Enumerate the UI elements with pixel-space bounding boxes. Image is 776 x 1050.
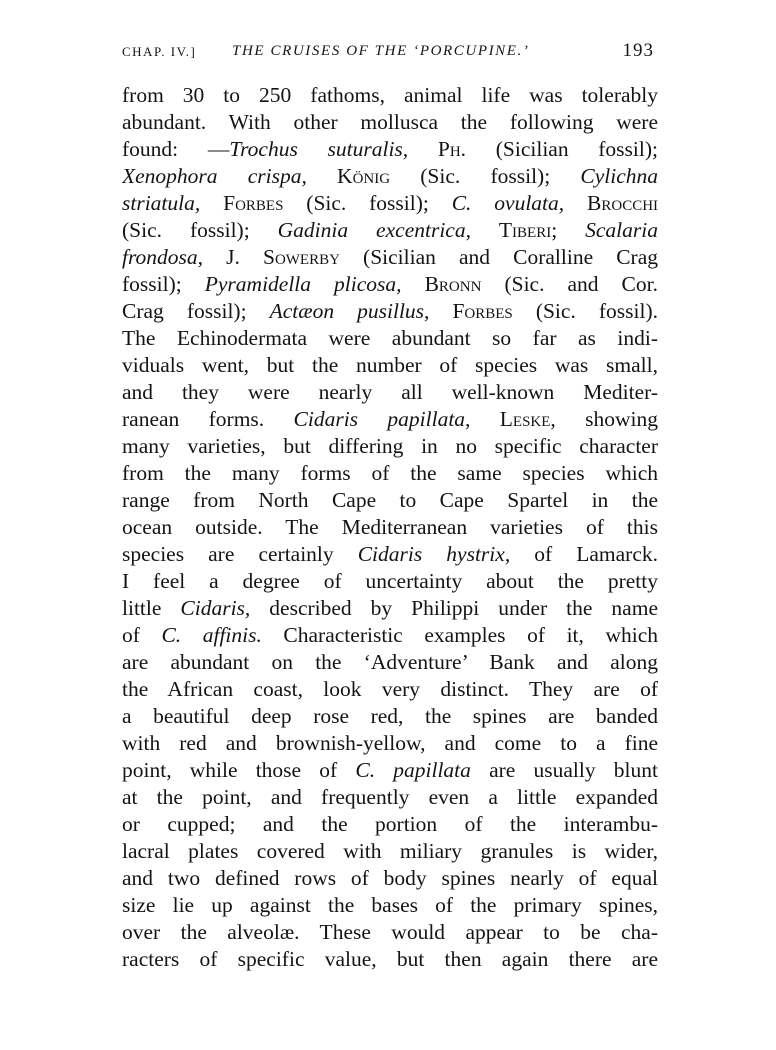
page-number: 193 — [622, 40, 654, 61]
text-segment: from the many forms of the same species which — [122, 461, 658, 485]
text-segment: (Sic. fossil); — [283, 191, 452, 215]
small-caps-text: Forbes — [452, 299, 513, 323]
small-caps-text: Leske — [499, 407, 551, 431]
italic-text: Cidaris papillata, — [293, 407, 471, 431]
text-segment: and they were nearly all well-known Mediter- — [122, 380, 658, 404]
text-line — [122, 379, 658, 406]
italic-text: C. affinis. — [161, 623, 262, 647]
text-line — [122, 460, 658, 487]
italic-text: Cidaris, — [180, 596, 251, 620]
italic-text: striatula, — [122, 191, 201, 215]
text-line — [122, 514, 658, 541]
italic-text: C. papillata — [355, 758, 471, 782]
text-segment: lacral plates covered with miliary granules is wider, — [122, 839, 658, 863]
text-segment: (Sic. fossil). — [512, 299, 658, 323]
running-title: THE CRUISES OF THE ‘PORCUPINE.’ — [232, 43, 530, 59]
text-line — [122, 892, 658, 919]
text-line — [122, 946, 658, 973]
text-line — [122, 622, 658, 649]
text-segment: viduals went, but the number of species was small, — [122, 353, 658, 377]
text-segment: ocean outside. The Mediterranean varieties of this — [122, 515, 658, 539]
text-segment — [307, 164, 337, 188]
text-segment: I feel a degree of uncertainty about the pretty — [122, 569, 658, 593]
text-line — [122, 487, 658, 514]
small-caps-text: Forbes — [223, 191, 284, 215]
text-segment: described by Philippi under the name — [250, 596, 658, 620]
text-line — [122, 298, 658, 325]
text-line — [122, 433, 658, 460]
text-line — [122, 568, 658, 595]
text-segment: of Lamarck. — [510, 542, 658, 566]
italic-text: Gadinia excentrica, — [277, 218, 471, 242]
text-segment: ranean forms. — [122, 407, 294, 431]
text-segment — [471, 218, 499, 242]
text-segment — [200, 191, 223, 215]
text-segment: The Echinodermata were abundant so far as indi- — [122, 326, 658, 350]
text-segment: abundant. With other mollusca the following were — [122, 110, 658, 134]
text-segment: found: — — [122, 137, 230, 161]
italic-text: Scalaria — [585, 218, 658, 242]
text-segment: of — [122, 623, 162, 647]
text-segment: Crag fossil); — [122, 299, 270, 323]
chapter-label: CHAP. IV.] — [122, 44, 197, 59]
text-segment: or cupped; and the portion of the interambu- — [122, 812, 658, 836]
text-segment: are usually blunt — [470, 758, 658, 782]
text-line — [122, 811, 658, 838]
text-line — [122, 919, 658, 946]
text-segment: size lie up against the bases of the primary spines, — [122, 893, 658, 917]
text-line — [122, 757, 658, 784]
text-segment: (Sicilian and Coralline Crag — [339, 245, 658, 269]
text-line — [122, 406, 658, 433]
italic-text: frondosa, — [122, 245, 204, 269]
text-segment — [408, 137, 438, 161]
text-line — [122, 541, 658, 568]
text-line — [122, 244, 658, 271]
text-line — [122, 217, 658, 244]
text-line — [122, 352, 658, 379]
text-line — [122, 109, 658, 136]
text-segment: , showing — [550, 407, 658, 431]
italic-text: Cylichna — [580, 164, 658, 188]
text-segment: are abundant on the ‘Adventure’ Bank and along — [122, 650, 658, 674]
text-segment: range from North Cape to Cape Spartel in the — [122, 488, 658, 512]
text-segment: (Sicilian fossil); — [466, 137, 658, 161]
text-segment: ; — [551, 218, 586, 242]
text-segment: over the alveolæ. These would appear to be cha- — [122, 920, 658, 944]
text-line — [122, 730, 658, 757]
text-line — [122, 865, 658, 892]
text-segment: Characteristic examples of it, which — [261, 623, 658, 647]
italic-text: Actæon pusillus, — [269, 299, 430, 323]
text-segment: the African coast, look very distinct. They are of — [122, 677, 658, 701]
text-line — [122, 595, 658, 622]
italic-text: Cidaris hystrix, — [357, 542, 511, 566]
text-segment — [402, 272, 425, 296]
text-segment: a beautiful deep rose red, the spines are banded — [122, 704, 658, 728]
text-segment: (Sic. and Cor. — [481, 272, 658, 296]
text-segment: with red and brownish-yellow, and come to a fine — [122, 731, 658, 755]
text-line — [122, 82, 658, 109]
text-segment: (Sic. fossil); — [122, 218, 278, 242]
text-segment: fossil); — [122, 272, 205, 296]
text-segment: at the point, and frequently even a little expanded — [122, 785, 658, 809]
text-segment: (Sic. fossil); — [390, 164, 581, 188]
text-segment: little — [122, 596, 181, 620]
small-caps-text: König — [337, 164, 391, 188]
text-line — [122, 325, 658, 352]
text-line — [122, 136, 658, 163]
text-segment — [429, 299, 452, 323]
body-text — [122, 82, 658, 973]
text-line — [122, 649, 658, 676]
italic-text: Pyramidella plicosa, — [204, 272, 402, 296]
text-segment — [564, 191, 587, 215]
small-caps-text: Sowerby — [262, 245, 340, 269]
text-line — [122, 838, 658, 865]
text-segment: many varieties, but differing in no specific character — [122, 434, 658, 458]
small-caps-text: Bronn — [424, 272, 482, 296]
text-line — [122, 703, 658, 730]
text-segment: racters of specific value, but then again there are — [122, 947, 658, 971]
small-caps-text: Brocchi — [587, 191, 658, 215]
text-segment: species are certainly — [122, 542, 358, 566]
italic-text: C. ovulata, — [451, 191, 565, 215]
text-segment: point, while those of — [122, 758, 356, 782]
text-segment: and two defined rows of body spines nearly of equal — [122, 866, 658, 890]
running-header — [122, 40, 654, 68]
small-caps-text: Tiberi — [498, 218, 552, 242]
text-line — [122, 784, 658, 811]
text-line — [122, 676, 658, 703]
text-line — [122, 271, 658, 298]
text-line — [122, 190, 658, 217]
small-caps-text: Ph. — [437, 137, 467, 161]
text-line — [122, 163, 658, 190]
italic-text: Xenophora crispa, — [122, 164, 307, 188]
italic-text: Trochus suturalis, — [229, 137, 409, 161]
text-segment: J. — [203, 245, 263, 269]
text-segment — [470, 407, 499, 431]
text-segment: from 30 to 250 fathoms, animal life was tolerably — [122, 83, 658, 107]
